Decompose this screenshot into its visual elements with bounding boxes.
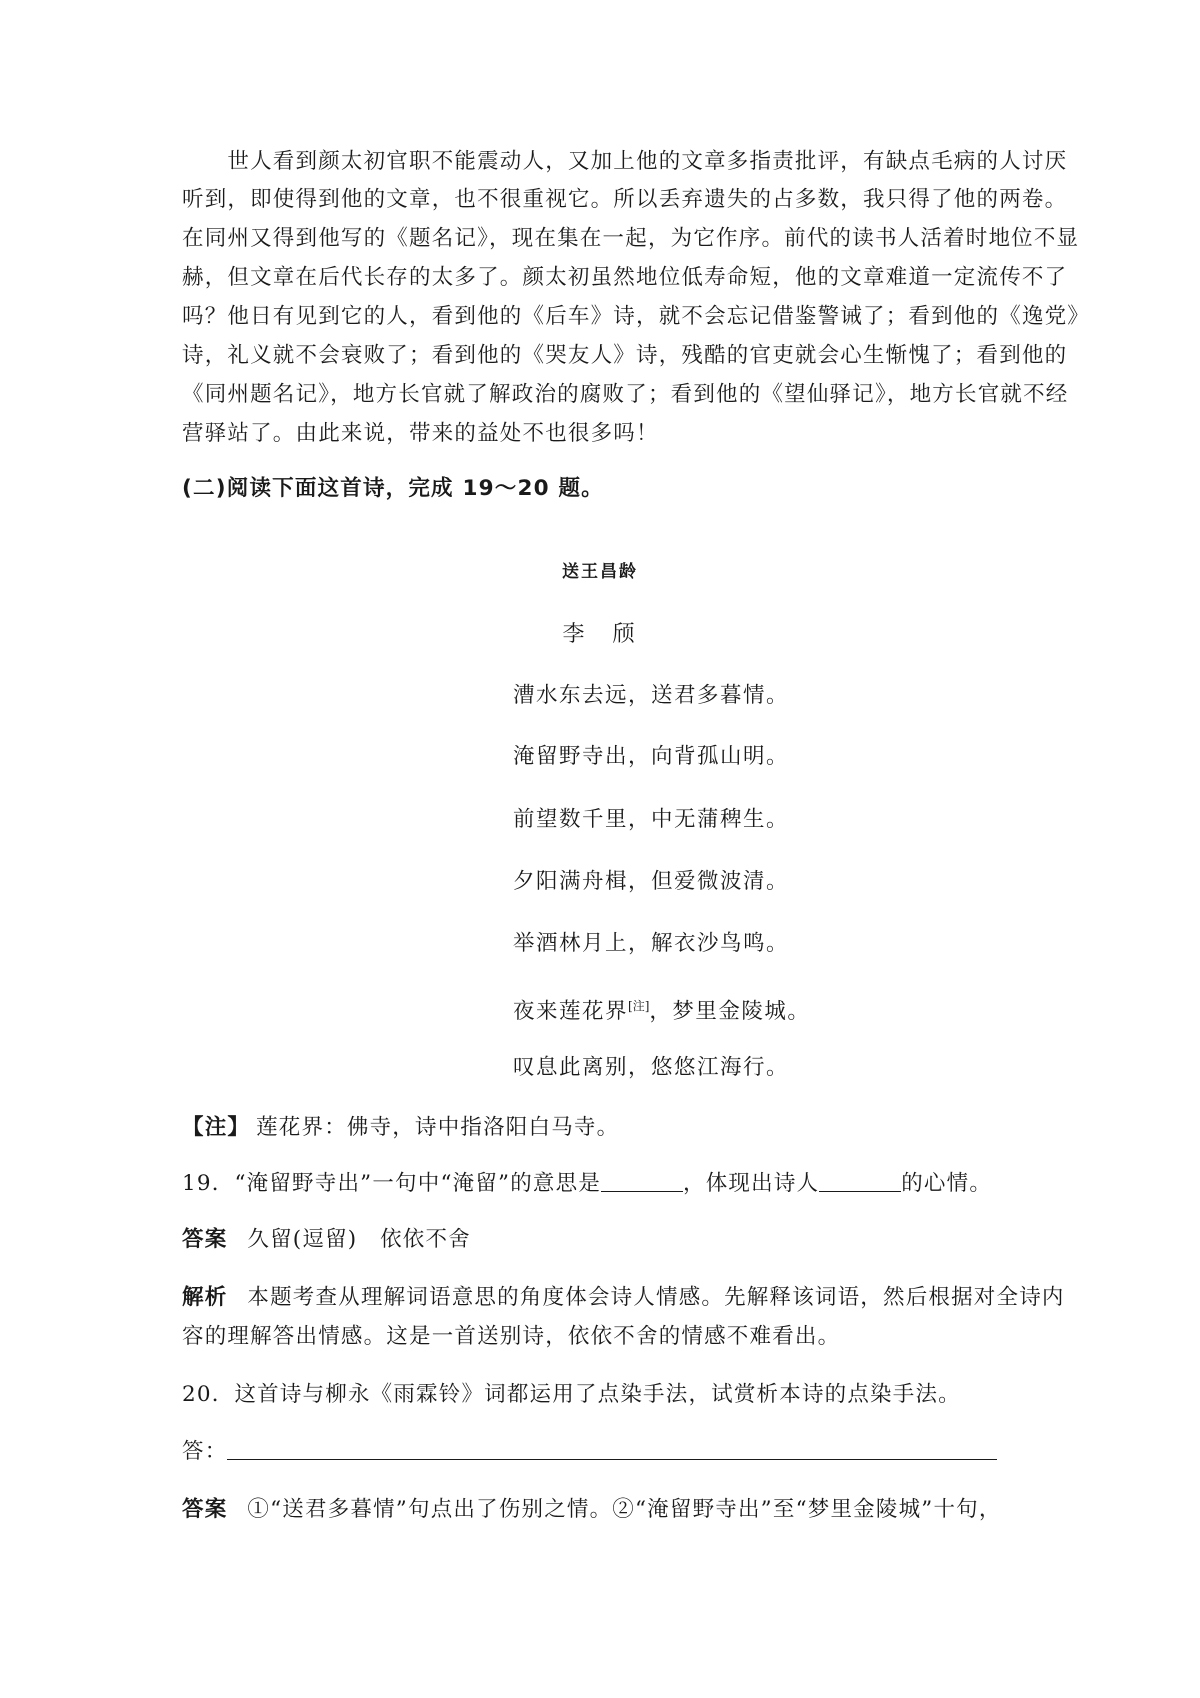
translation-line-1: 世人看到颜太初官职不能震动人，又加上他的文章多指责批评，有缺点毛病的人讨厌 xyxy=(182,149,1068,174)
answer-20-label: 答案 xyxy=(182,1497,228,1522)
poem-line-1: 漕水东去远，送君多暮情。 xyxy=(513,683,790,708)
translation-line-7: 《同州题名记》，地方长官就了解政治的腐败了；看到他的《望仙驿记》，地方长官就不经 xyxy=(182,382,1069,407)
question-20: 20．这首诗与柳永《雨霖铃》词都运用了点染手法，试赏析本诗的点染手法。 xyxy=(182,1382,961,1407)
question-19-text-1: 19．“淹留野寺出”一句中“淹留”的意思是 xyxy=(182,1171,602,1196)
note-label: 【注】 xyxy=(182,1115,251,1140)
section-heading: (二)阅读下面这首诗，完成 19～20 题。 xyxy=(182,476,604,501)
translation-line-2: 听到，即使得到他的文章，也不很重视它。所以丢弃遗失的占多数，我只得了他的两卷。 xyxy=(182,187,1068,212)
poem-line-6 xyxy=(513,991,810,1027)
answer-label: 答案 xyxy=(182,1227,228,1252)
note-marker: [注] xyxy=(628,999,650,1013)
answer-20-text: ①“送君多暮情”句点出了伤别之情。②“淹留野寺出”至“梦里金陵城”十句， xyxy=(247,1497,1002,1522)
answer-prompt-20 xyxy=(182,1437,1032,1467)
poem-line-5: 举酒林月上，解衣沙鸟鸣。 xyxy=(513,931,790,956)
analysis-19 xyxy=(182,1283,1065,1313)
answer-blank-1[interactable] xyxy=(601,1171,683,1192)
answer-20 xyxy=(182,1495,1032,1525)
poem-title: 送王昌龄 xyxy=(562,562,638,582)
translation-line-8: 营驿站了。由此来说，带来的益处不也很多吗！ xyxy=(182,421,659,446)
translation-line-6: 诗，礼义就不会衰败了；看到他的《哭友人》诗，残酷的官吏就会心生惭愧了；看到他的 xyxy=(182,343,1068,368)
question-19 xyxy=(182,1169,1032,1199)
translation-line-3: 在同州又得到他写的《题名记》，现在集在一起，为它作序。前代的读书人活着时地位不显 xyxy=(182,226,1080,251)
answer-19-text: 久留(逗留) 依依不舍 xyxy=(247,1227,471,1252)
answer-prompt-label: 答： xyxy=(182,1439,228,1464)
poem-line-7: 叹息此离别，悠悠江海行。 xyxy=(513,1055,790,1080)
poem-line-6-pre: 夜来莲花界 xyxy=(513,999,629,1024)
answer-line-20[interactable] xyxy=(227,1437,997,1460)
translation-line-5: 吗？他日有见到它的人，看到他的《后车》诗，就不会忘记借鉴警诫了；看到他的《逸党》 xyxy=(182,304,1091,329)
note-text: 莲花界：佛寺，诗中指洛阳白马寺。 xyxy=(256,1115,620,1140)
analysis-19-line-2: 容的理解答出情感。这是一首送别诗，依依不舍的情感不难看出。 xyxy=(182,1324,841,1349)
poem-line-2: 淹留野寺出，向背孤山明。 xyxy=(513,744,790,769)
poem-author: 李 颀 xyxy=(562,622,638,647)
question-19-text-2: ，体现出诗人 xyxy=(683,1171,820,1196)
poem-line-3: 前望数千里，中无蒲稗生。 xyxy=(513,807,790,832)
poem-line-4: 夕阳满舟楫，但爱微波清。 xyxy=(513,869,790,894)
question-19-text-3: 的心情。 xyxy=(901,1171,993,1196)
note xyxy=(182,1113,1032,1143)
analysis-19-line-1: 本题考查从理解词语意思的角度体会诗人情感。先解释该词语，然后根据对全诗内 xyxy=(247,1285,1065,1310)
analysis-label: 解析 xyxy=(182,1285,228,1310)
translation-line-4: 赫，但文章在后代长存的太多了。颜太初虽然地位低寿命短，他的文章难道一定流传不了 xyxy=(182,265,1068,290)
answer-blank-2[interactable] xyxy=(819,1171,901,1192)
poem-line-6-post: ，梦里金陵城。 xyxy=(649,999,811,1024)
answer-19 xyxy=(182,1225,1032,1255)
